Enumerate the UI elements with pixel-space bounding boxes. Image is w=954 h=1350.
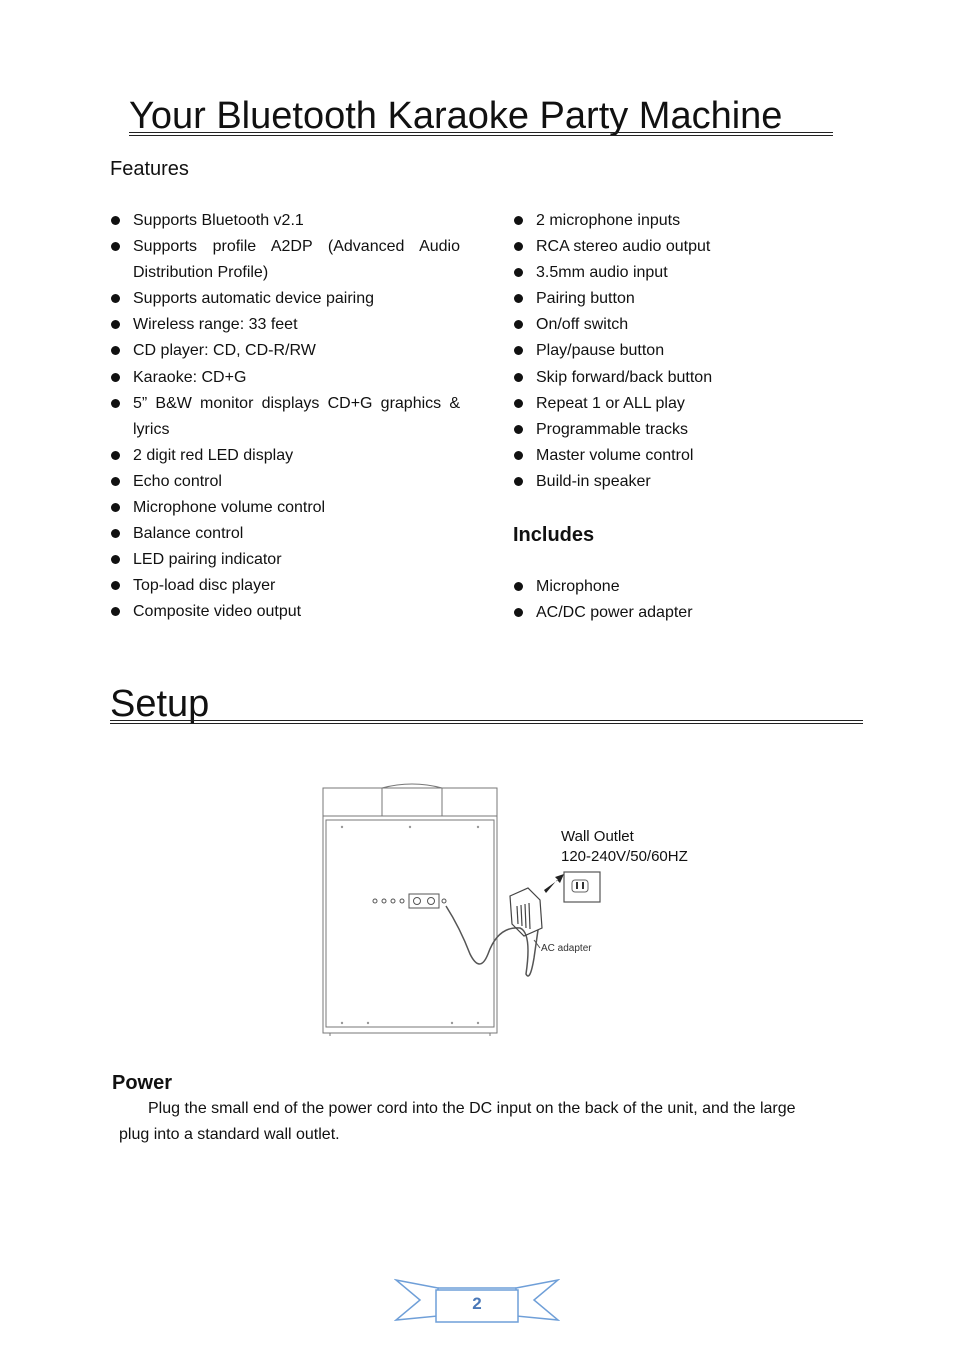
bullet-icon xyxy=(514,582,523,591)
list-item: Microphone xyxy=(513,574,853,600)
bullet-icon xyxy=(111,294,120,303)
bullet-icon xyxy=(514,373,523,382)
arrow-icon xyxy=(544,874,564,893)
list-item: On/off switch xyxy=(513,312,853,338)
list-item: Top-load disc player xyxy=(110,573,460,599)
list-item: Build-in speaker xyxy=(513,469,853,495)
features-heading: Features xyxy=(110,158,189,180)
outlet-spec-label: 120-240V/50/60HZ xyxy=(561,848,688,865)
list-item: Composite video output xyxy=(110,599,460,625)
list-item: Supports profile A2DP (Advanced Audio Distribution Profile) xyxy=(110,234,460,286)
setup-diagram xyxy=(320,778,620,1040)
wall-outlet-icon xyxy=(564,872,600,902)
bullet-icon xyxy=(111,242,120,251)
power-paragraph-line2: plug into a standard wall outlet. xyxy=(119,1126,340,1143)
bullet-icon xyxy=(514,294,523,303)
bullet-icon xyxy=(514,425,523,434)
bullet-icon xyxy=(111,373,120,382)
bullet-icon xyxy=(111,503,120,512)
list-item: Play/pause button xyxy=(513,338,853,364)
list-item: AC/DC power adapter xyxy=(513,600,853,626)
bullet-icon xyxy=(111,320,120,329)
bullet-icon xyxy=(514,399,523,408)
power-paragraph-line1: Plug the small end of the power cord into the DC input on the back of the unit, and the large xyxy=(148,1100,796,1117)
list-item: Pairing button xyxy=(513,286,853,312)
list-item: Microphone volume control xyxy=(110,495,460,521)
bullet-icon xyxy=(514,477,523,486)
rear-panel-jacks xyxy=(373,894,446,908)
bullet-icon xyxy=(111,555,120,564)
list-item: Programmable tracks xyxy=(513,417,853,443)
bullet-icon xyxy=(111,477,120,486)
list-item: LED pairing indicator xyxy=(110,547,460,573)
karaoke-unit-illustration xyxy=(323,784,497,1036)
bullet-icon xyxy=(514,320,523,329)
setup-rule-bottom xyxy=(110,723,863,724)
page-number: 2 xyxy=(472,1294,482,1313)
list-item: Karaoke: CD+G xyxy=(110,365,460,391)
list-item: 3.5mm audio input xyxy=(513,260,853,286)
bullet-icon xyxy=(111,399,120,408)
page-title: Your Bluetooth Karaoke Party Machine xyxy=(129,95,783,137)
list-item: CD player: CD, CD-R/RW xyxy=(110,338,460,364)
list-item: 2 microphone inputs xyxy=(513,208,853,234)
outlet-label: Wall Outlet xyxy=(561,828,634,845)
setup-title: Setup xyxy=(110,683,210,725)
power-heading: Power xyxy=(112,1072,173,1094)
bullet-icon xyxy=(111,216,120,225)
list-item: 5” B&W monitor displays CD+G graphics & lyrics xyxy=(110,391,460,443)
bullet-icon xyxy=(111,346,120,355)
bullet-icon xyxy=(111,451,120,460)
list-item: Balance control xyxy=(110,521,460,547)
list-item: Repeat 1 or ALL play xyxy=(513,391,853,417)
list-item: 2 digit red LED display xyxy=(110,443,460,469)
bullet-icon xyxy=(514,268,523,277)
includes-heading: Includes xyxy=(513,524,595,546)
title-rule-bottom xyxy=(129,135,833,136)
bullet-icon xyxy=(514,346,523,355)
title-rule-top xyxy=(129,132,833,133)
list-item: Supports automatic device pairing xyxy=(110,286,460,312)
features-list-left xyxy=(110,208,460,626)
bullet-icon xyxy=(514,451,523,460)
bullet-icon xyxy=(111,529,120,538)
bullet-icon xyxy=(514,242,523,251)
adapter-label: AC adapter xyxy=(541,943,592,954)
bullet-icon xyxy=(111,607,120,616)
list-item: Wireless range: 33 feet xyxy=(110,312,460,338)
list-item: Supports Bluetooth v2.1 xyxy=(110,208,460,234)
list-item: Master volume control xyxy=(513,443,853,469)
ac-adapter-illustration xyxy=(510,888,542,936)
bullet-icon xyxy=(111,581,120,590)
setup-rule-top xyxy=(110,720,863,721)
list-item: Skip forward/back button xyxy=(513,365,853,391)
bullet-icon xyxy=(514,608,523,617)
list-item: Echo control xyxy=(110,469,460,495)
includes-list xyxy=(513,574,853,626)
features-list-right xyxy=(513,208,853,495)
list-item: RCA stereo audio output xyxy=(513,234,853,260)
bullet-icon xyxy=(514,216,523,225)
power-cord xyxy=(446,906,538,976)
